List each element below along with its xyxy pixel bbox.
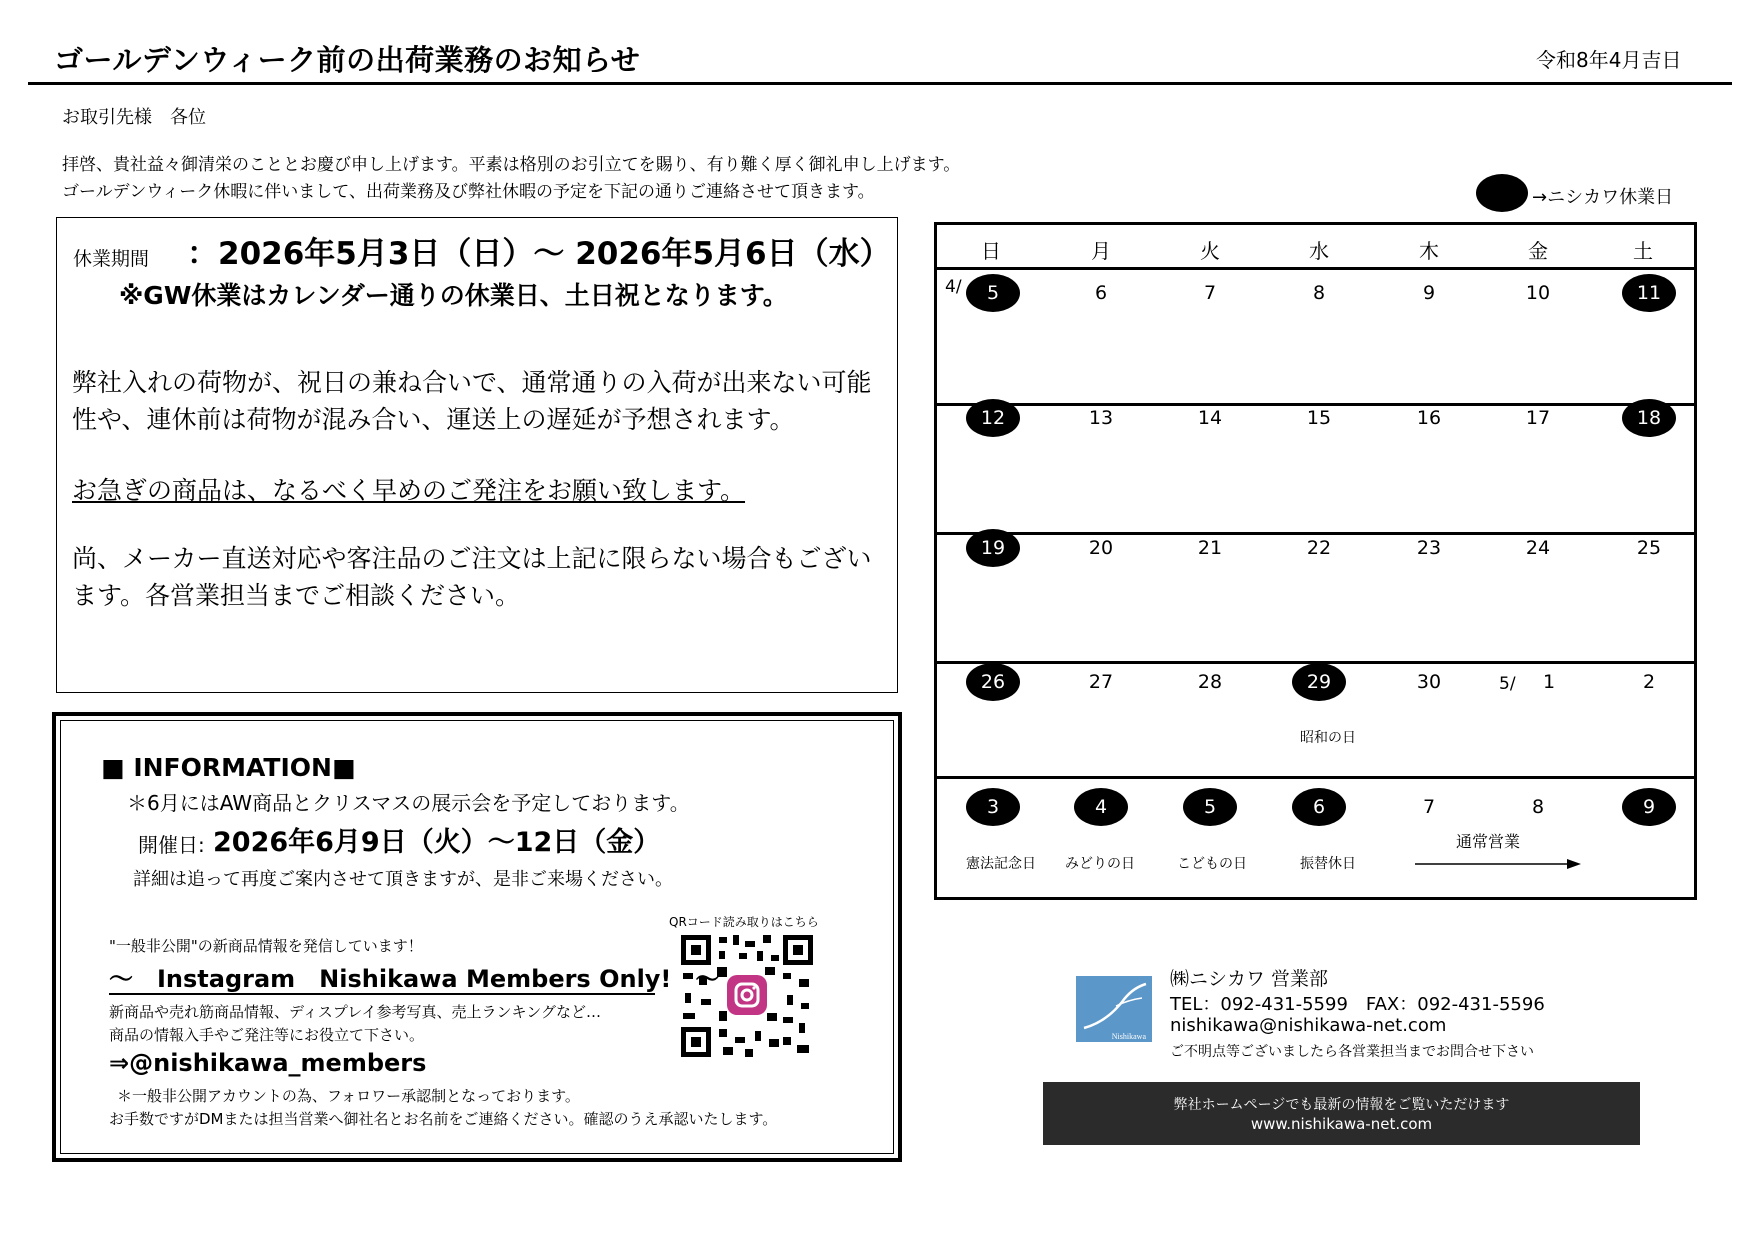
- weekday-tue: 火: [1200, 239, 1220, 263]
- calendar-day-holiday: 5: [966, 274, 1020, 312]
- information-inner-frame: [60, 720, 894, 1154]
- instagram-handle[interactable]: ⇒@nishikawa_members: [109, 1049, 427, 1077]
- logo-swoosh-icon: [1076, 976, 1152, 1042]
- holiday-marker-icon: [1476, 174, 1528, 212]
- holiday-label-furikae: 振替休日: [1300, 856, 1356, 872]
- page-title: ゴールデンウィーク前の出荷業務のお知らせ: [54, 43, 641, 77]
- calendar-row-divider: [937, 267, 1694, 270]
- contact-instruction-note: お手数ですがDMまたは担当営業へ御社名とお名前をご連絡ください。確認のうえ承認いたします。: [109, 1110, 778, 1128]
- company-logo: [1076, 976, 1152, 1042]
- website-banner: [1043, 1082, 1640, 1145]
- holiday-notice-box: [56, 217, 898, 693]
- notice-paragraph-order-early: お急ぎの商品は、なるべく早めのご発注をお願い致します。: [72, 476, 746, 505]
- instagram-description-1: 新商品や売れ筋商品情報、ディスプレイ参考写真、売上ランキングなど…: [109, 1003, 602, 1021]
- calendar-day: 30: [1416, 671, 1442, 693]
- month-marker-may: 5/: [1499, 674, 1516, 694]
- calendar-day-holiday: 18: [1622, 399, 1676, 437]
- calendar-day-holiday: 9: [1622, 788, 1676, 826]
- holiday-label-showa: 昭和の日: [1300, 730, 1356, 746]
- calendar-day-holiday: 6: [1292, 788, 1346, 826]
- instagram-title-underline: [109, 993, 655, 995]
- normal-business-label: 通常営業: [1455, 832, 1521, 851]
- calendar-day: 7: [1203, 282, 1217, 304]
- calendar-day: 14: [1197, 407, 1223, 429]
- title-divider: [28, 82, 1732, 85]
- issue-date: 令和8年4月吉日: [1536, 48, 1682, 72]
- arrow-right-icon: [1415, 857, 1581, 871]
- holiday-label-kenpo: 憲法記念日: [966, 856, 1036, 872]
- event-date-value: 2026年6月9日（火）～12日（金）: [213, 827, 661, 858]
- calendar-day-holiday: 5: [1183, 788, 1237, 826]
- calendar-day-holiday: 4: [1074, 788, 1128, 826]
- calendar-day-holiday: 19: [966, 529, 1020, 567]
- notice-paragraph-delay: 弊社入れの荷物が、祝日の兼ね合いで、通常通りの入荷が出来ない可能性や、連休前は荷物が混み合い、運送上の遅延が予想されます。: [72, 368, 872, 434]
- calendar-row-divider: [937, 532, 1694, 535]
- calendar-day: 24: [1525, 537, 1551, 559]
- follower-approval-note: ＊一般非公開アカウントの為、フォロワー承認制となっております。: [117, 1087, 580, 1105]
- information-box: [52, 712, 902, 1162]
- weekday-sun: 日: [981, 239, 1001, 263]
- logo-text: Nishikawa: [1111, 1032, 1146, 1041]
- calendar-day: 10: [1525, 282, 1551, 304]
- calendar-day: 17: [1525, 407, 1551, 429]
- weekday-fri: 金: [1528, 239, 1548, 263]
- exhibition-details: 詳細は追って再度ご案内させて頂きますが、是非ご来場ください。: [133, 869, 673, 890]
- calendar-row-divider: [937, 776, 1694, 779]
- holiday-calendar: [934, 222, 1697, 900]
- calendar-day: 21: [1197, 537, 1223, 559]
- salutation: お取引先様 各位: [62, 107, 206, 128]
- calendar-day-holiday: 26: [966, 663, 1020, 701]
- calendar-row-divider: [937, 403, 1694, 406]
- calendar-day-holiday: 3: [966, 788, 1020, 826]
- legend-label: →ニシカワ休業日: [1532, 187, 1674, 208]
- website-banner-text: 弊社ホームページでも最新の情報をご覧いただけます: [1173, 1097, 1510, 1113]
- holiday-legend: [1476, 174, 1736, 214]
- holiday-label-kodomo: こどもの日: [1177, 856, 1247, 872]
- website-url[interactable]: www.nishikawa-net.com: [1250, 1115, 1433, 1133]
- calendar-day: 7: [1422, 796, 1436, 818]
- company-email[interactable]: nishikawa@nishikawa-net.com: [1170, 1015, 1447, 1036]
- calendar-day: 25: [1636, 537, 1662, 559]
- event-date-label: 開催日:: [138, 833, 205, 857]
- calendar-day-holiday: 29: [1292, 663, 1346, 701]
- calendar-day: 1: [1542, 671, 1556, 693]
- calendar-day-holiday: 12: [966, 399, 1020, 437]
- instagram-title: ～ Instagram Nishikawa Members Only! ～: [109, 965, 720, 993]
- calendar-day-holiday: 11: [1622, 274, 1676, 312]
- month-marker-april: 4/: [945, 277, 962, 297]
- calendar-day: 15: [1306, 407, 1332, 429]
- calendar-day: 2: [1642, 671, 1656, 693]
- company-contact-note: ご不明点等ございましたら各営業担当までお問合せ下さい: [1170, 1044, 1534, 1060]
- weekday-wed: 水: [1309, 239, 1329, 263]
- period-value: ：2026年5月3日（日）～ 2026年5月6日（水）: [187, 236, 891, 272]
- instagram-description-2: 商品の情報入手やご発注等にお役立て下さい。: [109, 1026, 425, 1044]
- weekday-mon: 月: [1091, 239, 1111, 263]
- company-tel-fax: TEL：092-431-5599 FAX：092-431-5596: [1170, 994, 1545, 1015]
- calendar-day: 23: [1416, 537, 1442, 559]
- instagram-promo: "一般非公開"の新商品情報を発信しています！: [109, 937, 423, 955]
- calendar-day: 22: [1306, 537, 1332, 559]
- greeting-line-1: 拝啓、貴社益々御清栄のこととお慶び申し上げます。平素は格別のお引立てを賜り、有り難く厚く御礼申し上げます。: [62, 155, 961, 175]
- notice-paragraph-consult: 尚、メーカー直送対応や客注品のご注文は上記に限らない場合もございます。各営業担当までご相談ください。: [72, 544, 872, 610]
- greeting-line-2: ゴールデンウィーク休暇に伴いまして、出荷業務及び弊社休暇の予定を下記の通りご連絡させて頂きます。: [62, 182, 875, 202]
- period-note: ※GW休業はカレンダー通りの休業日、土日祝となります。: [119, 281, 788, 310]
- company-name: ㈱ニシカワ 営業部: [1170, 968, 1329, 990]
- holiday-label-midori: みどりの日: [1065, 856, 1135, 872]
- calendar-day: 28: [1197, 671, 1223, 693]
- qr-code-icon[interactable]: [679, 933, 815, 1059]
- qr-caption: QRコード読み取りはこちら: [669, 915, 819, 929]
- period-label: 休業期間: [73, 248, 150, 270]
- calendar-day: 6: [1094, 282, 1108, 304]
- weekday-sat: 土: [1633, 239, 1653, 263]
- exhibition-announcement: ＊6月にはAW商品とクリスマスの展示会を予定しております。: [127, 791, 690, 815]
- information-title: ■ INFORMATION■: [101, 753, 356, 782]
- calendar-day: 13: [1088, 407, 1114, 429]
- calendar-day: 8: [1531, 796, 1545, 818]
- calendar-day: 9: [1422, 282, 1436, 304]
- calendar-day: 8: [1312, 282, 1326, 304]
- calendar-day: 16: [1416, 407, 1442, 429]
- weekday-thu: 木: [1419, 239, 1439, 263]
- calendar-day: 20: [1088, 537, 1114, 559]
- calendar-day: 27: [1088, 671, 1114, 693]
